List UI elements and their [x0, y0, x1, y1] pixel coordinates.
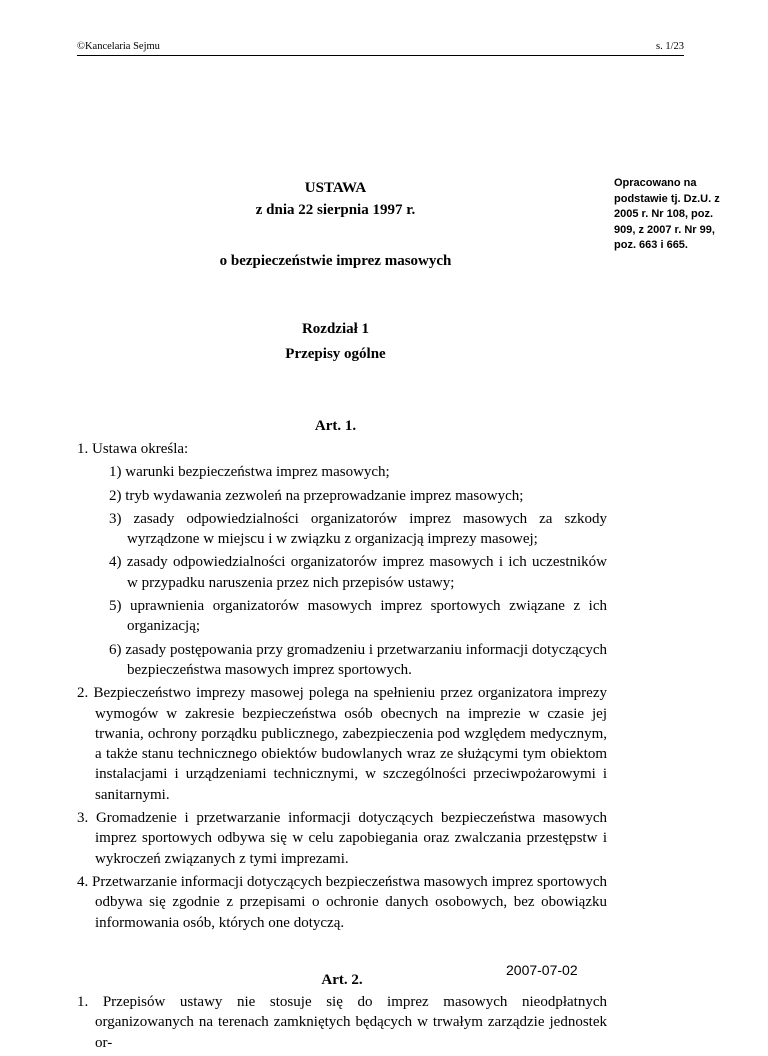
- art1-item-3: 3) zasady odpowiedzialności organizatorów imprez masowych za szkody wyrządzone w miejscu i w związku z organizacją imprezy masowej;: [109, 510, 607, 548]
- art1-item-6: 6) zasady postępowania przy gromadzeniu i przetwarzaniu informacji dotyczących bezpieczeństwa masowych imprez sportowych.: [109, 641, 607, 678]
- art1-item-1: 1) warunki bezpieczeństwa imprez masowych;: [109, 464, 390, 481]
- chapter-name: Przepisy ogólne: [285, 346, 386, 362]
- page-footer-date: 2007-07-02: [506, 962, 578, 978]
- chapter-number: Rozdział 1: [301, 321, 370, 337]
- act-date: z dnia 22 sierpnia 1997 r.: [255, 202, 416, 218]
- art2-par1: 1. Przepisów ustawy nie stosuje się do imprez masowych nieodpłatnych organizowanych na terenach zamkniętych będących w trwałym zarządzie jednostek or-: [77, 994, 607, 1051]
- page-number: s. 1/23: [655, 41, 684, 52]
- page-header: [77, 41, 684, 56]
- art1-item-2: 2) tryb wydawania zezwoleń na przeprowadzanie imprez masowych;: [109, 487, 524, 504]
- art1-par2: 2. Bezpieczeństwo imprezy masowej polega na spełnieniu przez organizatora imprezy wymogów w zakresie bezpieczeństwa osób obecnych na imprezie w czasie jej trwania, ochrony porządku publicznego, zabezpieczenia pod względem medycznym, a także stanu technicznego obiektów budowlanych wraz ze służącymi tym obiektom instalacjami i urządzeniami technicznymi, w szczególności przeciwpożarowymi i sanitarnymi.: [77, 685, 607, 803]
- act-subject: o bezpieczeństwie imprez masowych: [219, 253, 452, 269]
- art1-item-5: 5) uprawnienia organizatorów masowych imprez sportowych związane z ich organizacją;: [109, 598, 607, 635]
- art1-item-4: 4) zasady odpowiedzialności organizatorów imprez masowych i ich uczestników w przypadku naruszenia przez nich przepisów ustawy;: [109, 554, 607, 591]
- act-title: USTAWA: [304, 180, 367, 196]
- publisher-label: ©Kancelaria Sejmu: [77, 41, 160, 52]
- article-1-heading: Art. 1.: [314, 418, 357, 434]
- art1-par4: 4. Przetwarzanie informacji dotyczących bezpieczeństwa masowych imprez sportowych odbywa się zgodnie z przepisami o ochronie danych osobowych, bez obowiązku informowania osób, których one dotyczą.: [77, 873, 607, 931]
- article-2-heading: Art. 2.: [321, 971, 363, 988]
- consolidation-note: Opracowano na podstawie tj. Dz.U. z 2005 r. Nr 108, poz. 909, z 2007 r. Nr 99, poz. 663 i 665.: [614, 177, 720, 251]
- art1-par3: 3. Gromadzenie i przetwarzanie informacji dotyczących bezpieczeństwa masowych imprez sportowych odbywa się w celu zapobiegania oraz zwalczania przestępstw i wykroczeń związanych z tymi imprezami.: [77, 810, 607, 867]
- art1-par1-intro: 1. Ustawa określa:: [77, 441, 189, 457]
